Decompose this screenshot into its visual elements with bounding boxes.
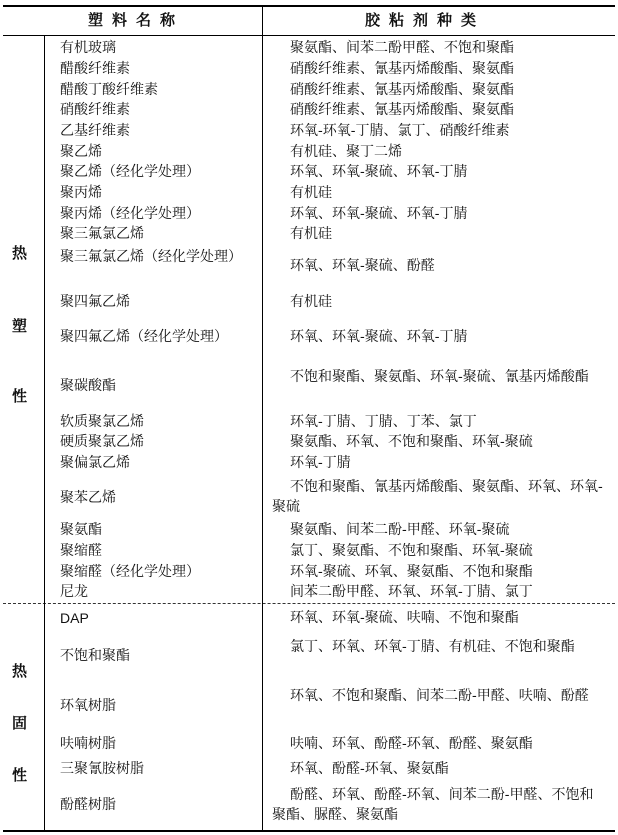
adhesive-types: 硝酸纤维素、氰基丙烯酸酯、聚氨酯 — [290, 82, 514, 98]
adhesive-types: 酚醛、环氧、酚醛-环氧、间苯二酚-甲醛、不饱和聚酯、脲醛、聚氨酯 — [272, 787, 594, 823]
adhesive-types: 不饱和聚酯、氰基丙烯酸酯、聚氨酯、环氧、环氧-聚硫 — [272, 479, 603, 515]
adhesive-types: 呋喃、环氧、酚醛-环氧、酚醛、聚氨酯 — [290, 736, 533, 752]
adhesive-types: 环氧、环氧-聚硫、呋喃、不饱和聚酯 — [290, 610, 519, 626]
plastic-name: 醋酸丁酸纤维素 — [60, 82, 158, 98]
adhesive-types: 环氧、环氧-聚硫、环氧-丁腈 — [290, 206, 468, 222]
bottom-border — [3, 830, 615, 832]
category-thermoplastic-char-2: 塑 — [12, 317, 28, 335]
plastic-name: 不饱和聚酯 — [60, 648, 130, 664]
plastic-name: 聚四氟乙烯 — [60, 294, 130, 310]
plastic-name: 聚丙烯 — [60, 185, 102, 201]
header-divider — [3, 35, 615, 36]
adhesive-types: 聚氨酯、间苯二酚甲醛、不饱和聚酯 — [290, 40, 514, 56]
plastic-name: 聚氨酯 — [60, 522, 102, 538]
header-adhesive-type: 胶粘剂种类 — [365, 11, 486, 29]
category-divider — [3, 603, 615, 604]
plastic-name: 软质聚氯乙烯 — [60, 414, 144, 430]
adhesive-types: 环氧-环氧-丁腈、氯丁、硝酸纤维素 — [290, 123, 510, 139]
adhesive-types: 氯丁、环氧、环氧-丁腈、有机硅、不饱和聚酯 — [290, 639, 575, 655]
plastic-name: 三聚氰胺树脂 — [60, 761, 144, 777]
adhesive-types: 硝酸纤维素、氰基丙烯酸酯、聚氨酯 — [290, 61, 514, 77]
adhesive-types: 有机硅、聚丁二烯 — [290, 144, 402, 160]
plastic-name: 硬质聚氯乙烯 — [60, 434, 144, 450]
plastic-name: 聚四氟乙烯（经化学处理） — [60, 329, 228, 345]
adhesive-types: 有机硅 — [290, 226, 332, 242]
plastic-name: 聚丙烯（经化学处理） — [60, 206, 200, 222]
plastic-name: 聚碳酸酯 — [60, 378, 116, 394]
adhesive-types: 聚氨酯、环氧、不饱和聚酯、环氧-聚硫 — [290, 434, 533, 450]
adhesive-types: 环氧、环氧-聚硫、环氧-丁腈 — [290, 164, 468, 180]
plastic-name: 聚偏氯乙烯 — [60, 455, 130, 471]
column-divider — [262, 5, 263, 830]
plastic-name: 聚乙烯（经化学处理） — [60, 164, 200, 180]
category-column-divider — [44, 36, 45, 830]
adhesive-types: 有机硅 — [290, 185, 332, 201]
plastic-name: 呋喃树脂 — [60, 736, 116, 752]
category-thermoplastic-char-3: 性 — [12, 387, 28, 405]
plastic-name: 聚苯乙烯 — [60, 490, 116, 506]
adhesive-types: 聚氨酯、间苯二酚-甲醛、环氧-聚硫 — [290, 522, 510, 538]
adhesive-types: 氯丁、聚氨酯、不饱和聚酯、环氧-聚硫 — [290, 543, 533, 559]
adhesive-types: 硝酸纤维素、氰基丙烯酸酯、聚氨酯 — [290, 102, 514, 118]
plastic-name: 乙基纤维素 — [60, 123, 130, 139]
adhesive-types: 有机硅 — [290, 294, 332, 310]
top-border — [3, 5, 615, 7]
header-plastic-name: 塑料名称 — [88, 11, 185, 29]
plastic-name: 尼龙 — [60, 584, 88, 600]
category-thermoset-char-3: 性 — [12, 766, 28, 784]
plastic-name: DAP — [60, 610, 89, 626]
adhesive-types: 不饱和聚酯、聚氨酯、环氧-聚硫、氰基丙烯酸酯 — [290, 369, 589, 385]
adhesive-types: 环氧-丁腈 — [290, 455, 351, 471]
plastic-name: 环氧树脂 — [60, 698, 116, 714]
adhesive-types: 间苯二酚甲醛、环氧、环氧-丁腈、氯丁 — [290, 584, 533, 600]
adhesive-types: 环氧、不饱和聚酯、间苯二酚-甲醛、呋喃、酚醛 — [290, 688, 589, 704]
category-thermoset-char-2: 固 — [12, 714, 28, 732]
adhesive-types: 环氧、酚醛-环氧、聚氨酯 — [290, 761, 449, 777]
plastic-name: 聚乙烯 — [60, 144, 102, 160]
plastic-name: 醋酸纤维素 — [60, 61, 130, 77]
adhesive-types: 环氧-丁腈、丁腈、丁苯、氯丁 — [290, 414, 477, 430]
plastic-name: 酚醛树脂 — [60, 797, 116, 813]
adhesive-types: 环氧、环氧-聚硫、酚醛 — [290, 258, 435, 274]
plastic-name: 有机玻璃 — [60, 40, 116, 56]
plastic-name: 聚三氟氯乙烯（经化学处理） — [60, 249, 242, 265]
adhesive-types: 环氧、环氧-聚硫、环氧-丁腈 — [290, 329, 468, 345]
plastic-name: 聚缩醛 — [60, 543, 102, 559]
plastic-name: 聚缩醛（经化学处理） — [60, 564, 200, 580]
adhesive-types: 环氧-聚硫、环氧、聚氨酯、不饱和聚酯 — [290, 564, 533, 580]
category-thermoplastic-char-1: 热 — [12, 244, 28, 262]
plastic-name: 聚三氟氯乙烯 — [60, 226, 144, 242]
plastic-name: 硝酸纤维素 — [60, 102, 130, 118]
category-thermoset-char-1: 热 — [12, 662, 28, 680]
